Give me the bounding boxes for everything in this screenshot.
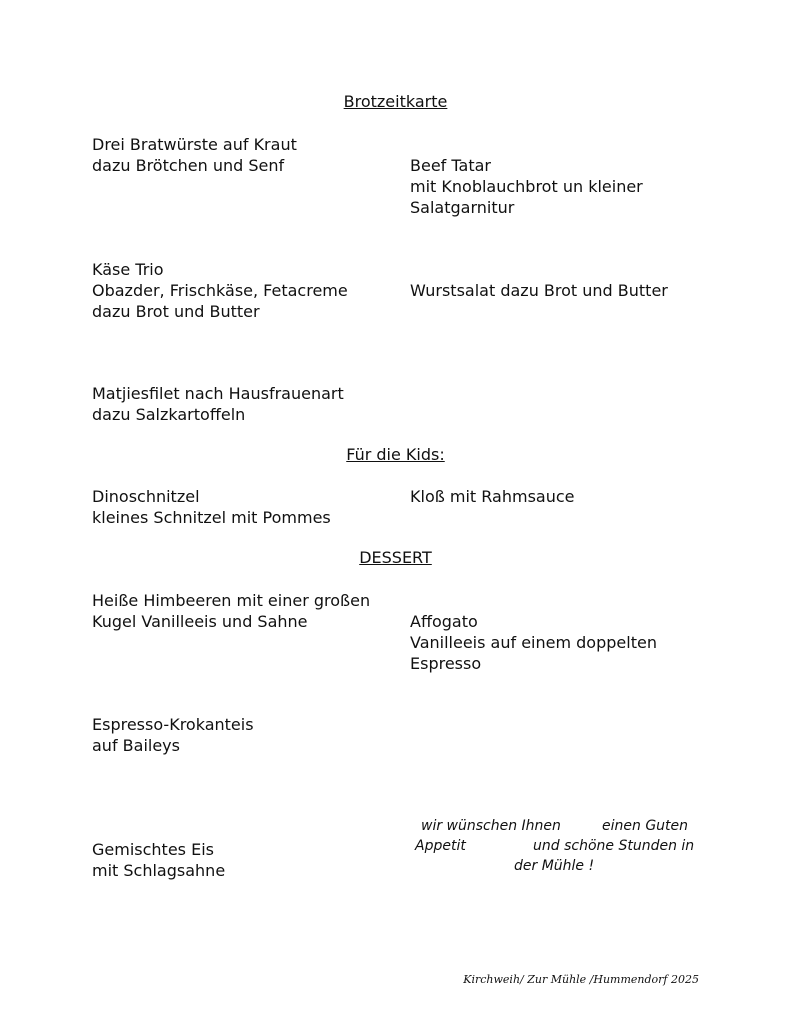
menu-item-line: kleines Schnitzel mit Pommes xyxy=(92,508,331,527)
closing-text: der Mühle ! xyxy=(514,858,595,874)
menu-item-line: Kloß mit Rahmsauce xyxy=(410,487,575,506)
menu-item-line: Affogato xyxy=(410,612,478,631)
closing-text: und schöne Stunden in xyxy=(533,838,695,854)
section-heading-dessert: DESSERT xyxy=(359,548,432,567)
section-heading-brotzeit: Brotzeitkarte xyxy=(343,92,448,111)
closing-text: einen Guten xyxy=(602,818,689,834)
menu-item-line: Heiße Himbeeren mit einer großen xyxy=(92,591,371,610)
section-heading-kids: Für die Kids: xyxy=(346,445,445,464)
menu-item-line: Käse Trio xyxy=(92,260,164,279)
menu-item-line: Salatgarnitur xyxy=(410,198,515,217)
menu-item-line: Espresso xyxy=(410,654,482,673)
menu-item-line: Matjiesfilet nach Hausfrauenart xyxy=(92,384,344,403)
footer-signature: Kirchweih/ Zur Mühle /Hummendorf 2025 xyxy=(463,973,699,986)
menu-item-line: Beef Tatar xyxy=(410,156,491,175)
closing-text: Appetit xyxy=(415,838,466,854)
menu-item-line: Gemischtes Eis xyxy=(92,840,214,859)
menu-item-line: Obazder, Frischkäse, Fetacreme xyxy=(92,281,348,300)
menu-item-line: dazu Salzkartoffeln xyxy=(92,405,246,424)
menu-item-line: dazu Brötchen und Senf xyxy=(92,156,285,175)
menu-item-line: Wurstsalat dazu Brot und Butter xyxy=(410,281,668,300)
closing-text: wir wünschen Ihnen xyxy=(421,818,561,834)
menu-item-line: Kugel Vanilleeis und Sahne xyxy=(92,612,308,631)
menu-item-line: Drei Bratwürste auf Kraut xyxy=(92,135,297,154)
menu-item-line: auf Baileys xyxy=(92,736,180,755)
menu-item-line: Dinoschnitzel xyxy=(92,487,200,506)
menu-item-line: dazu Brot und Butter xyxy=(92,302,260,321)
menu-item-line: mit Knoblauchbrot un kleiner xyxy=(410,177,643,196)
menu-item-line: mit Schlagsahne xyxy=(92,861,226,880)
menu-item-line: Vanilleeis auf einem doppelten xyxy=(410,633,657,652)
menu-item-line: Espresso-Krokanteis xyxy=(92,715,254,734)
